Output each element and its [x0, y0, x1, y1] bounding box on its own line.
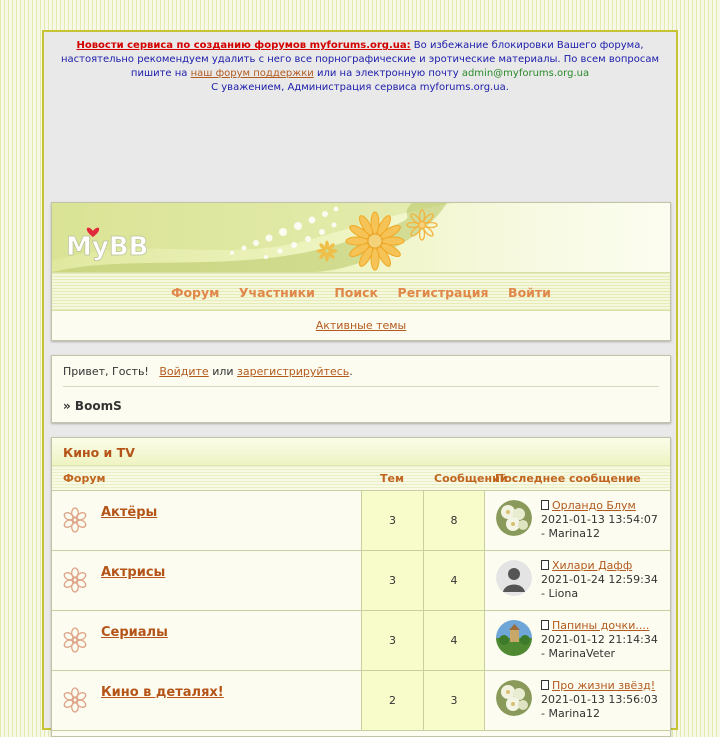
announcement-text: Во избежание блокировки Вашего форума, настоятельно рекомендуем удалить с него все порнографические и эротические материалы. По всем вопросам пишите на	[61, 40, 659, 79]
header-last-post: Последнее сообщение	[495, 472, 641, 485]
forum-link-movie-details[interactable]: Кино в деталях!	[101, 685, 224, 700]
last-post-link[interactable]: Орландо Блум	[552, 499, 636, 512]
forum-row	[52, 551, 670, 611]
column-headers	[52, 466, 670, 491]
main-navigation	[52, 272, 670, 311]
support-forum-link[interactable]: наш форум поддержки	[190, 68, 314, 79]
last-post-info	[541, 559, 658, 601]
last-post-link[interactable]: Папины дочки....	[552, 619, 650, 632]
last-post-info	[541, 619, 658, 661]
topics-count: 2	[362, 671, 424, 730]
posts-count: 4	[424, 611, 485, 670]
forum-status-icon	[62, 567, 88, 593]
posts-count: 4	[424, 551, 485, 610]
forum-link-actors[interactable]: Актёры	[101, 505, 158, 520]
admin-email: admin@myforums.org.ua	[461, 68, 590, 79]
service-announcement	[44, 32, 676, 95]
forum-status-icon	[62, 627, 88, 653]
document-icon	[541, 680, 549, 690]
category-table	[51, 437, 671, 737]
last-post-date: 2021-01-13 13:56:03	[541, 693, 658, 706]
or-text: или	[212, 365, 234, 378]
last-post-author: - Marina12	[541, 527, 600, 540]
page-frame	[42, 30, 678, 730]
document-icon	[541, 500, 549, 510]
register-link[interactable]: зарегистрируйтесь	[237, 365, 350, 378]
last-post-link[interactable]: Про жизни звёзд!	[552, 679, 656, 692]
document-icon	[541, 560, 549, 570]
last-post-date: 2021-01-24 12:59:34	[541, 573, 658, 586]
forum-row	[52, 491, 670, 551]
forum-status-icon	[62, 507, 88, 533]
document-icon	[541, 620, 549, 630]
forum-row	[52, 611, 670, 671]
last-post-date: 2021-01-12 21:14:34	[541, 633, 658, 646]
last-post-author: - Marina12	[541, 707, 600, 720]
posts-count: 8	[424, 491, 485, 550]
last-post-link[interactable]: Хилари Дафф	[552, 559, 633, 572]
sub-navigation	[52, 311, 670, 340]
header-banner	[52, 203, 670, 272]
forum-status-icon	[62, 687, 88, 713]
header-topics: Тем	[380, 472, 404, 485]
banner-graphic	[52, 203, 670, 272]
header-posts: Сообщений	[434, 472, 508, 485]
logo-text: MyBB	[66, 232, 149, 262]
header-forum: Форум	[63, 472, 106, 485]
nav-forum[interactable]: Форум	[171, 285, 220, 300]
last-post-author: - MarinaVeter	[541, 647, 616, 660]
avatar[interactable]	[496, 680, 532, 716]
avatar[interactable]	[496, 560, 532, 596]
last-post-author: - Liona	[541, 587, 579, 600]
avatar[interactable]	[496, 620, 532, 656]
breadcrumb: » BoomS	[63, 399, 122, 413]
topics-count: 3	[362, 551, 424, 610]
welcome-panel	[51, 355, 671, 423]
active-topics-link[interactable]: Активные темы	[315, 319, 407, 332]
announcement-text-2: или на электронную почту	[313, 68, 462, 79]
last-post-date: 2021-01-13 13:54:07	[541, 513, 658, 526]
category-title: Кино и TV	[52, 438, 670, 466]
forum-link-actresses[interactable]: Актрисы	[101, 565, 166, 580]
topics-count: 3	[362, 491, 424, 550]
login-link[interactable]: Войдите	[159, 365, 209, 378]
last-post-info	[541, 679, 658, 721]
announcement-title[interactable]: Новости сервиса по созданию форумов myforums.org.ua:	[76, 40, 411, 51]
nav-members[interactable]: Участники	[238, 285, 315, 300]
dot-text: .	[349, 365, 353, 378]
nav-register[interactable]: Регистрация	[397, 285, 489, 300]
greeting-text: Привет, Гость!	[63, 365, 149, 378]
forum-row	[52, 671, 670, 731]
forum-link-series[interactable]: Сериалы	[101, 625, 168, 640]
topics-count: 3	[362, 611, 424, 670]
forum-header	[51, 202, 671, 341]
avatar[interactable]	[496, 500, 532, 536]
guest-greeting	[63, 356, 659, 387]
nav-search[interactable]: Поиск	[334, 285, 379, 300]
last-post-info	[541, 499, 658, 541]
posts-count: 3	[424, 671, 485, 730]
announcement-signature: С уважением, Администрация сервиса myforums.org.ua.	[211, 82, 509, 93]
nav-login[interactable]: Войти	[508, 285, 551, 300]
